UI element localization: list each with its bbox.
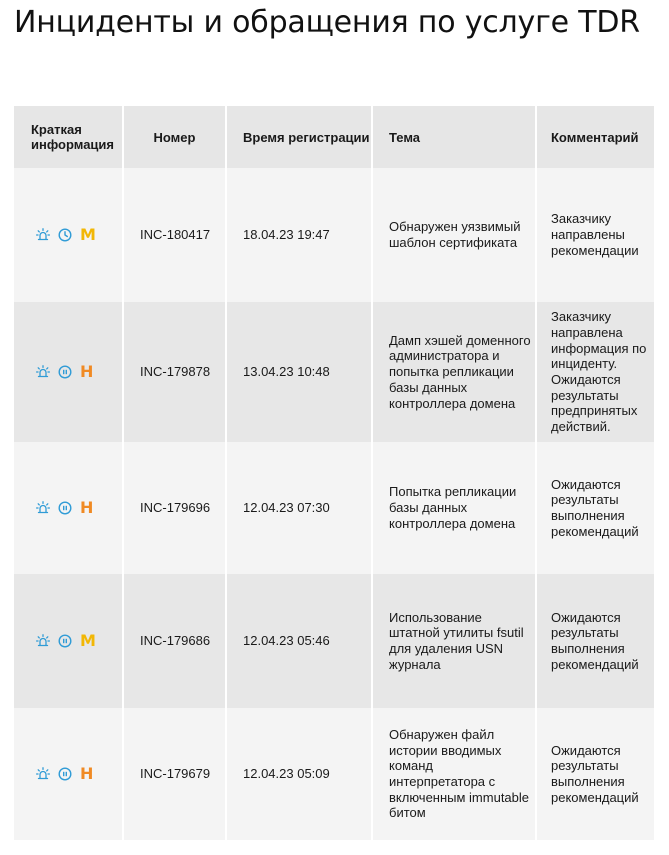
registration-time: 12.04.23 05:09	[227, 708, 371, 840]
incident-number: INC-179878	[124, 302, 225, 442]
clock-icon	[58, 228, 72, 242]
incident-topic: Попытка репликации базы данных контроллера домена	[373, 442, 535, 574]
severity-badge: M	[80, 631, 96, 651]
alarm-icon	[36, 501, 50, 515]
alarm-icon	[36, 365, 50, 379]
column-header-time: Время регистрации	[227, 106, 371, 168]
incident-comment: Заказчику направлена информация по инциденту. Ожидаются результаты предпринятых действий.	[537, 302, 654, 442]
registration-time: 12.04.23 05:46	[227, 574, 371, 708]
summary-cell	[14, 442, 122, 574]
severity-badge: H	[80, 362, 94, 382]
incidents-table	[12, 106, 656, 840]
severity-badge: H	[80, 764, 94, 784]
column-header-topic: Тема	[373, 106, 535, 168]
incident-topic: Обнаружен уязвимый шаблон сертификата	[373, 168, 535, 302]
pause-icon	[58, 365, 72, 379]
pause-icon	[58, 501, 72, 515]
incident-number: INC-179696	[124, 442, 225, 574]
summary-cell	[14, 708, 122, 840]
column-header-number: Номер	[124, 106, 225, 168]
pause-icon	[58, 634, 72, 648]
registration-time: 13.04.23 10:48	[227, 302, 371, 442]
severity-badge: H	[80, 498, 94, 518]
incident-comment: Ожидаются результаты выполнения рекомендаций	[537, 708, 654, 840]
incident-topic: Дамп хэшей доменного администратора и попытка репликации базы данных контроллера домена	[373, 302, 535, 442]
summary-cell	[14, 302, 122, 442]
table-row	[14, 442, 654, 574]
table-row	[14, 574, 654, 708]
alarm-icon	[36, 228, 50, 242]
column-header-summary: Краткая информация	[14, 106, 122, 168]
column-header-comment: Комментарий	[537, 106, 654, 168]
incident-topic: Использование штатной утилиты fsutil для удаления USN журнала	[373, 574, 535, 708]
pause-icon	[58, 767, 72, 781]
table-header-row	[14, 106, 654, 168]
summary-cell	[14, 574, 122, 708]
table-row	[14, 168, 654, 302]
table-row	[14, 302, 654, 442]
incident-number: INC-179679	[124, 708, 225, 840]
incident-topic: Обнаружен файл истории вводимых команд интерпретатора с включенным immutable битом	[373, 708, 535, 840]
page-title: Инциденты и обращения по услуге TDR	[14, 5, 640, 40]
alarm-icon	[36, 634, 50, 648]
incident-number: INC-180417	[124, 168, 225, 302]
incident-number: INC-179686	[124, 574, 225, 708]
registration-time: 18.04.23 19:47	[227, 168, 371, 302]
incident-comment: Ожидаются результаты выполнения рекомендаций	[537, 574, 654, 708]
incident-comment: Ожидаются результаты выполнения рекомендаций	[537, 442, 654, 574]
summary-cell	[14, 168, 122, 302]
table-row	[14, 708, 654, 840]
registration-time: 12.04.23 07:30	[227, 442, 371, 574]
alarm-icon	[36, 767, 50, 781]
incident-comment: Заказчику направлены рекомендации	[537, 168, 654, 302]
severity-badge: M	[80, 225, 96, 245]
